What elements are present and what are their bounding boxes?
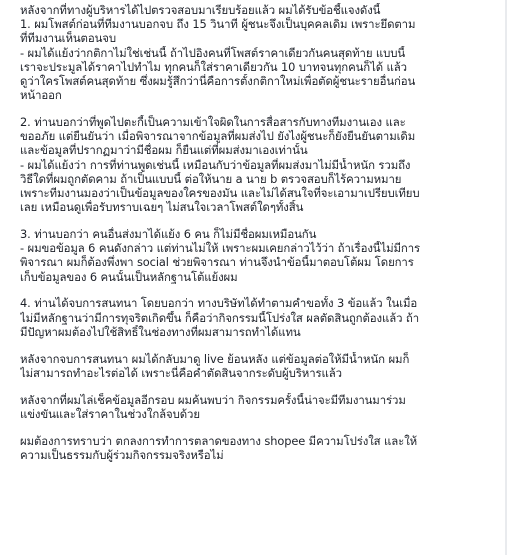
post-text-line: แข่งขันและใส่ราคาในช่วงใกล้จบด้วย — [20, 406, 200, 421]
post-text-line: เลย เหมือนดูเพื่อรับทราบเฉยๆ ไม่สนใจเวลาโพสต์ใดๆทั้งสิ้น — [20, 200, 304, 215]
post-text-line: พิจารณา ผมก็ต้องพึ่งพา social ช่วยพิจารณา ท่านจึงนำข้อนี้มาตอบโต้ผม โดยการ — [20, 255, 414, 270]
post-text-line: 2. ท่านบอกว่าที่พูดไปตะกี้เป็นความเข้าใจผิดในการสื่อสารกับทางทีมงานเอง และ — [20, 115, 406, 130]
post-text-line: หลังจากจบการสนทนา ผมได้กลับมาดู live ย้อนหลัง แต่ข้อมูลต่อให้มีน้ำหนัก ผมก็ — [20, 351, 410, 366]
post-text-line: - ผมขอข้อมูล 6 คนดังกล่าว แต่ท่านไม่ให้ เพราะผมเคยกล่าวไว้ว่า ถ้าเรื่องนี้ไม่มีการ — [20, 241, 421, 256]
post-text-line: ขออภัย แต่ยืนยันว่า เมื่อพิจารณาจากข้อมูลที่ผมส่งไป ยังไงผู้ชนะก็ยังยืนยันตามเดิม — [20, 129, 416, 144]
post-paragraph — [20, 352, 487, 380]
post-text-line: หลังจากที่ทางผู้บริหารได้ไปตรวจสอบมาเรียบร้อยแล้ว ผมได้รับข้อชี้แจงดังนี้ — [20, 3, 381, 17]
post-text-line: เพราะทีมงานมองว่าเป็นข้อมูลของใครของมัน และไม่ได้สนใจที่จะเอามาเปรียบเทียบ — [20, 186, 420, 201]
post-text-line: 3. ท่านบอกว่า คนอื่นส่งมาได้แย้ง 6 คน ก็ไม่มีชื่อผมเหมือนกัน — [20, 227, 317, 242]
post-text-line: ที่ทีมงานเห็นตอนจบ — [20, 31, 116, 46]
post-paragraph — [20, 296, 487, 339]
post-paragraph — [20, 434, 487, 462]
post-paragraph — [20, 115, 487, 214]
post-text-line: ดูว่าใครโพสต์คนสุดท้าย ซึ่งผมรู้สึกว่านี่คือการตั้งกติกาใหม่เพื่อตัดผู้ชนะรายอื่นก่อน — [20, 74, 416, 89]
post-text-line: เราจะประมูลได้ราคาไปทำไม ทุกคนก็ใส่ราคาเดียวกัน 10 บาทจนทุกคนก็ได้ แล้ว — [20, 59, 407, 74]
post-text-line: ความเป็นธรรมกับผู้ร่วมกิจกรรมจริงหรือไม่ — [20, 447, 224, 462]
post-text-line: - ผมได้แย้งว่า การที่ท่านพูดเช่นนี้ เหมือนกับว่าข้อมูลที่ผมส่งมาไม่มีน้ำหนัก รวมถึง — [20, 157, 411, 172]
post-text-line: มีปัญหาผมต้องไปใช้สิทธิ์ในช่องทางที่ผมสามารถทำได้แทน — [20, 324, 301, 339]
post-text-line: ไม่สามารถทำอะไรต่อได้ เพราะนี่คือคำตัดสินจากระดับผู้บริหารแล้ว — [20, 365, 342, 380]
post-text-line: ผมต้องการทราบว่า ตกลงการทำการตลาดของทาง shopee มีความโปร่งใส และให้ — [20, 433, 418, 448]
post-text-line: - ผมได้แย้งว่ากติกาไม่ใช่เช่นนี้ ถ้าไปอิงคนที่โพสต์ราคาเดียวกันคนสุดท้าย แบบนี้ — [20, 45, 406, 60]
post-paragraph — [20, 393, 487, 421]
post-paragraph — [20, 3, 487, 102]
post-text-line: วิธีใดที่ผมถูกตัดคาม ถ้าเป็นแบบนี้ ต่อให้นาย a นาย b ตรวจสอบก็ไร้ความหมาย — [20, 171, 402, 186]
post-text-line: หลังจากที่ผมไล่เช็คข้อมูลอีกรอบ ผมค้นพบว่า กิจกรรมครั้งนี้น่าจะมีทีมงานมาร่วม — [20, 392, 406, 407]
post-text-line: และข้อมูลที่ปรากฏมาว่ามีชื่อผม ก็ยืนแต่ที่ผมส่งมาเองเท่านั้น — [20, 143, 308, 158]
post-text-line: 1. ผมโพสต์ก่อนที่ทีมงานบอกจบ ถึง 15 วินาที ผู้ชนะจึงเป็นบุคคลเดิม เพราะยึดตาม — [20, 17, 416, 32]
post-text-line: เก็บข้อมูลของ 6 คนนั้นเป็นหลักฐานโต้แย้งผม — [20, 269, 238, 284]
post-paragraph — [20, 227, 487, 284]
post-text-line: ไม่มีหลักฐานว่ามีการทุจริตเกิดขึ้น ก็คือว่ากิจกรรมนี้โปร่งใส ผลตัดสินถูกต้องแล้ว ถ้า — [20, 310, 420, 325]
post-text-line: หน้าออก — [20, 88, 62, 103]
post-text-line: 4. ท่านได้จบการสนทนา โดยบอกว่า ทางบริษัทได้ทำตามคำขอทั้ง 3 ข้อแล้ว ในเมื่อ — [20, 296, 418, 311]
